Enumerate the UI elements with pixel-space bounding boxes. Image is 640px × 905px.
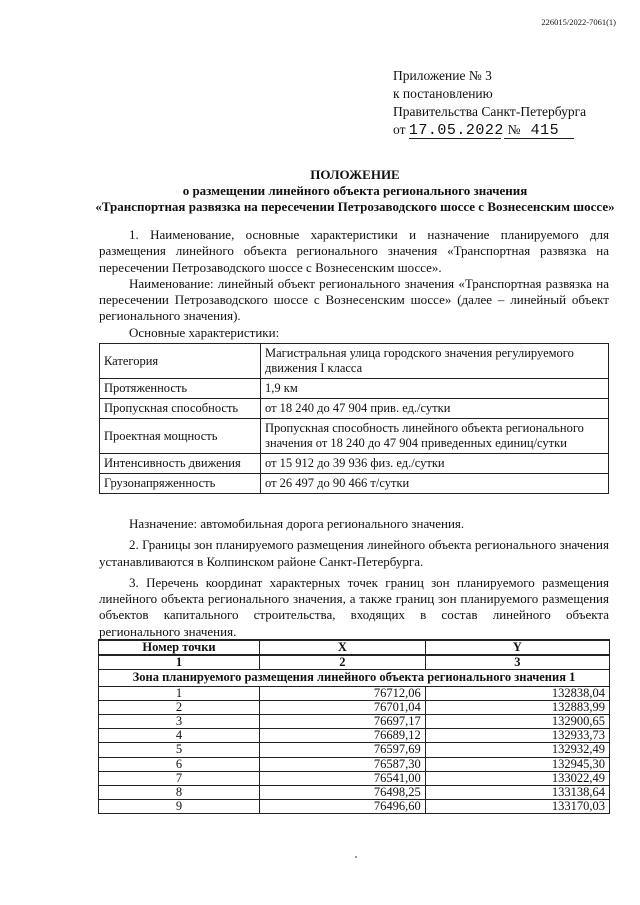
coord-number-row: [99, 655, 610, 670]
title-line-2: о размещении линейного объекта регионального значения: [182, 183, 528, 198]
appendix-date-line: [393, 121, 586, 139]
characteristic-key: Протяженность: [100, 379, 261, 399]
coordinate-row: [99, 757, 610, 771]
point-number: 6: [99, 757, 260, 771]
coordinate-row: [99, 771, 610, 785]
characteristic-row: [100, 379, 609, 399]
col-header-point: Номер точки: [99, 640, 260, 655]
characteristic-key: Интенсивность движения: [100, 454, 261, 474]
coordinates-table: [98, 639, 610, 814]
coord-x: 76498,25: [260, 786, 426, 800]
coord-y: 133138,64: [425, 786, 609, 800]
zone-title: Зона планируемого размещения линейного объекта регионального значения 1: [99, 670, 610, 686]
coord-x: 76701,04: [260, 700, 426, 714]
point-number: 5: [99, 743, 260, 757]
scan-speck: [355, 856, 357, 858]
coord-x: 76587,30: [260, 757, 426, 771]
characteristic-row: [100, 474, 609, 494]
point-number: 3: [99, 715, 260, 729]
number-value: 415: [530, 122, 560, 139]
date-underline: [408, 122, 504, 139]
coord-y: 132883,99: [425, 700, 609, 714]
point-number: 1: [99, 686, 260, 700]
col-number-2: 2: [260, 655, 426, 670]
title-line-3: «Транспортная развязка на пересечении Петрозаводского шоссе с Вознесенским шоссе»: [95, 199, 615, 214]
coordinate-row: [99, 715, 610, 729]
characteristic-row: [100, 399, 609, 419]
characteristic-key: Категория: [100, 344, 261, 379]
coordinate-row: [99, 786, 610, 800]
characteristic-value: 1,9 км: [261, 379, 609, 399]
registration-number: 226015/2022-7061(1): [541, 17, 616, 27]
characteristic-value: Магистральная улица городского значения регулируемого движения I класса: [261, 344, 609, 379]
coordinate-row: [99, 800, 610, 814]
characteristic-value: от 26 497 до 90 466 т/сутки: [261, 474, 609, 494]
zone-title-row: [99, 670, 610, 686]
paragraph-5: 2. Границы зон планируемого размещения линейного объекта регионального значения устанавливаются в Колпинском районе Санкт-Петербурга.: [99, 537, 609, 569]
point-number: 4: [99, 729, 260, 743]
coordinate-row: [99, 743, 610, 757]
point-number: 7: [99, 771, 260, 785]
characteristic-row: [100, 344, 609, 379]
title-line-1: ПОЛОЖЕНИЕ: [310, 167, 400, 182]
coord-y: 132945,30: [425, 757, 609, 771]
characteristics-table: [99, 343, 609, 494]
number-prefix: №: [507, 122, 521, 137]
appendix-line-1: Приложение № 3: [393, 68, 492, 83]
coordinate-row: [99, 729, 610, 743]
coord-x: 76541,00: [260, 771, 426, 785]
intro-text: [99, 227, 609, 341]
characteristic-key: Пропускная способность: [100, 399, 261, 419]
appendix-line-3: Правительства Санкт-Петербурга: [393, 104, 587, 119]
col-header-x: X: [260, 640, 426, 655]
paragraph-4: Назначение: автомобильная дорога регионального значения.: [129, 516, 465, 531]
col-number-1: 1: [99, 655, 260, 670]
number-underline: [504, 122, 574, 139]
coord-x: 76496,60: [260, 800, 426, 814]
coordinate-row: [99, 686, 610, 700]
coord-x: 76597,69: [260, 743, 426, 757]
characteristic-key: Грузонапряженность: [100, 474, 261, 494]
coord-y: 133170,03: [425, 800, 609, 814]
point-number: 8: [99, 786, 260, 800]
coord-x: 76697,17: [260, 715, 426, 729]
coord-header-row: [99, 640, 610, 655]
col-number-3: 3: [425, 655, 609, 670]
coord-x: 76689,12: [260, 729, 426, 743]
col-header-y: Y: [425, 640, 609, 655]
mid-text: [99, 516, 609, 640]
paragraph-2: Наименование: линейный объект регионального значения «Транспортная развязка на пересечении Петрозаводского шоссе с Вознесенским шоссе» (далее – линейный объект регионального значения).: [99, 275, 609, 324]
point-number: 2: [99, 700, 260, 714]
characteristic-row: [100, 419, 609, 454]
coord-y: 132933,73: [425, 729, 609, 743]
document-title: [60, 167, 640, 215]
point-number: 9: [99, 800, 260, 814]
characteristic-value: Пропускная способность линейного объекта регионального значения от 18 240 до 47 904 приведенных единиц/сутки: [261, 419, 609, 454]
paragraph-3: Основные характеристики:: [129, 324, 280, 340]
characteristic-value: от 18 240 до 47 904 прив. ед./сутки: [261, 399, 609, 419]
coord-y: 132932,49: [425, 743, 609, 757]
date-prefix: от: [393, 122, 406, 137]
paragraph-1: 1. Наименование, основные характеристики и назначение планируемого для размещения линейного объекта регионального значения «Транспортная развязка на пересечении Петрозаводского шоссе с Вознесенским шоссе».: [99, 227, 609, 275]
coord-y: 132838,04: [425, 686, 609, 700]
paragraph-6: 3. Перечень координат характерных точек границ зон планируемого размещения линейного объекта регионального значения, а также границ зон планируемого размещения объектов капитального строительства, входящих в состав линейного объекта регионального значения.: [99, 574, 609, 639]
coord-y: 132900,65: [425, 715, 609, 729]
appendix-line-2: к постановлению: [393, 86, 493, 101]
appendix-block: [393, 67, 586, 139]
characteristic-key: Проектная мощность: [100, 419, 261, 454]
coordinate-row: [99, 700, 610, 714]
date-value: 17.05.2022: [408, 122, 504, 139]
characteristic-value: от 15 912 до 39 936 физ. ед./сутки: [261, 454, 609, 474]
coord-y: 133022,49: [425, 771, 609, 785]
coord-x: 76712,06: [260, 686, 426, 700]
characteristic-row: [100, 454, 609, 474]
